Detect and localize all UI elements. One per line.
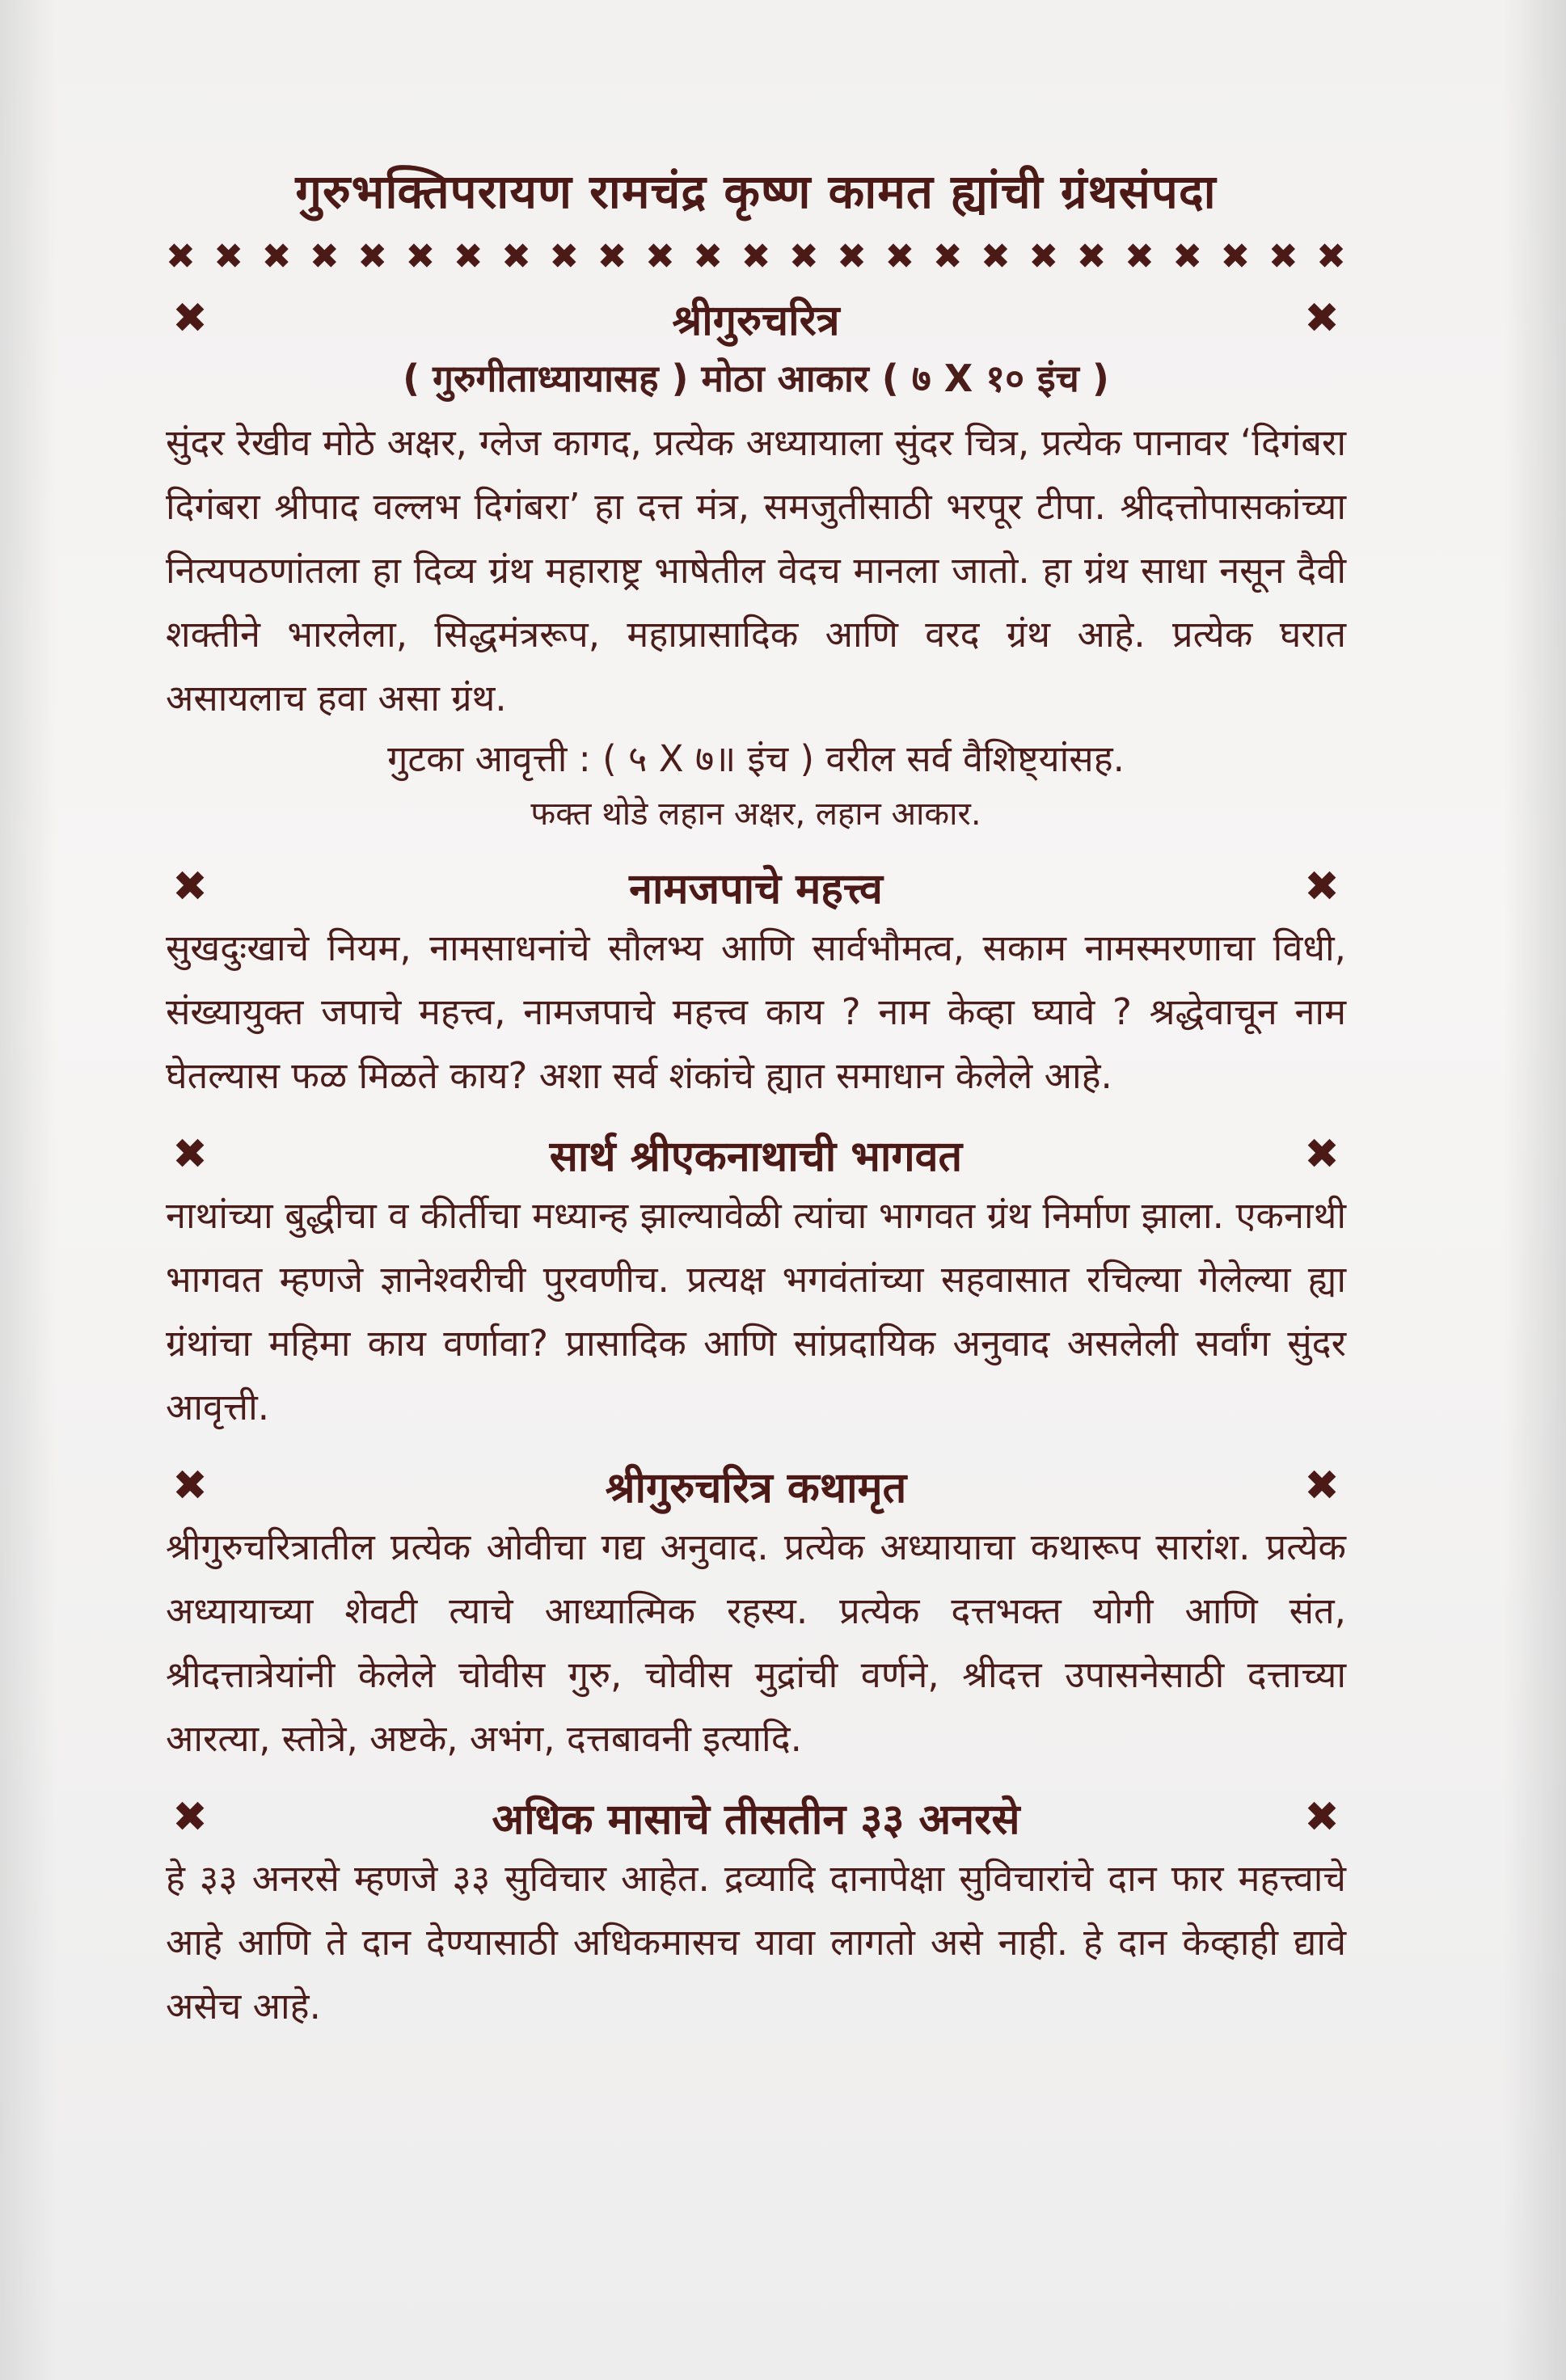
book-entry-anarse (166, 1788, 1346, 2038)
ornament-icon: ✖ (453, 236, 483, 277)
ornament-icon: ✖ (693, 236, 724, 277)
ornament-icon: ✖ (1304, 294, 1340, 343)
book-entry-eknathi-bhagwat (166, 1125, 1346, 1439)
section-header (166, 289, 1346, 348)
ornament-icon: ✖ (357, 236, 388, 277)
section-title: श्रीगुरुचरित्र कथामृत (605, 1463, 907, 1513)
ornament-icon: ✖ (172, 863, 208, 911)
ornament-icon: ✖ (932, 236, 963, 277)
section-description: नाथांच्या बुद्धीचा व कीर्तीचा मध्यान्ह झाल्यावेळी त्यांचा भागवत ग्रंथ निर्माण झाला. एकनाथी भागवत म्हणजे ज्ञानेश्वरीची पुरवणीच. प्रत्यक्ष भगवंतांच्या सहवासात रचिल्या गेलेल्या ह्या ग्रंथांचा महिमा काय वर्णावा? प्रासादिक आणि सांप्रदायिक अनुवाद असलेली सर्वांग सुंदर आवृत्ती. (166, 1194, 1346, 1428)
ornament-icon: ✖ (597, 236, 627, 277)
ornament-icon: ✖ (644, 236, 675, 277)
book-entry-namjap (166, 858, 1346, 1108)
ornament-icon: ✖ (1304, 1793, 1340, 1842)
ornament-icon: ✖ (741, 236, 771, 277)
section-description: सुखदुःखाचे नियम, नामसाधनांचे सौलभ्य आणि सार्वभौमत्व, सकाम नामस्मरणाचा विधी, संख्यायुक्त जपाचे महत्त्व, नामजपाचे महत्त्व काय ? नाम केव्हा घ्यावे ? श्रद्धेवाचून नाम घेतल्यास फळ मिळते काय? अशा सर्व शंकांचे ह्यात समाधान केलेले आहे. (166, 926, 1346, 1097)
ornament-icon: ✖ (1304, 1130, 1340, 1179)
section-header (166, 858, 1346, 916)
ornament-icon: ✖ (1304, 1462, 1340, 1510)
section-title: अधिक मासाचे तीसतीन ३३ अनरसे (492, 1795, 1020, 1844)
section-description: हे ३३ अनरसे म्हणजे ३३ सुविचार आहेत. द्रव्यादि दानापेक्षा सुविचारांचे दान फार महत्त्वाचे आहे आणि ते दान देण्यासाठी अधिकमासच यावा लागतो असे नाही. हे दान केव्हाही द्यावे असेच आहे. (166, 1857, 1346, 2028)
section-header (166, 1457, 1346, 1515)
ornament-icon: ✖ (837, 236, 867, 277)
ornament-icon: ✖ (1124, 236, 1154, 277)
ornament-icon: ✖ (1028, 236, 1059, 277)
ornament-icon: ✖ (213, 236, 244, 277)
ornament-icon: ✖ (1268, 236, 1298, 277)
ornament-divider (166, 236, 1346, 277)
section-title: सार्थ श्रीएकनाथाची भागवत (549, 1132, 963, 1181)
section-header (166, 1125, 1346, 1184)
ornament-icon: ✖ (405, 236, 436, 277)
ornament-icon: ✖ (1076, 236, 1107, 277)
section-title: नामजपाचे महत्त्व (629, 864, 883, 914)
ornament-icon: ✖ (1316, 236, 1346, 277)
ornament-icon: ✖ (501, 236, 531, 277)
ornament-icon: ✖ (261, 236, 292, 277)
ornament-icon: ✖ (1304, 863, 1340, 911)
ornament-icon: ✖ (981, 236, 1011, 277)
section-description: सुंदर रेखीव मोठे अक्षर, ग्लेज कागद, प्रत्येक अध्यायाला सुंदर चित्र, प्रत्येक पानावर ‘दिगंबरा दिगंबरा श्रीपाद वल्लभ दिगंबरा’ हा दत्त मंत्र, समजुतीसाठी भरपूर टीपा. श्रीदत्तोपासकांच्या नित्यपठणांतला हा दिव्य ग्रंथ महाराष्ट्र भाषेतील वेदच मानला जातो. हा ग्रंथ साधा नसून दैवी शक्तीने भारलेला, सिद्धमंत्ररूप, महाप्रासादिक आणि वरद ग्रंथ आहे. प्रत्येक घरात असायलाच हवा असा ग्रंथ. (166, 421, 1346, 719)
section-title: श्रीगुरुचरित्र (672, 296, 840, 345)
ornament-icon: ✖ (549, 236, 580, 277)
ornament-icon: ✖ (172, 1462, 208, 1510)
ornament-icon: ✖ (1172, 236, 1203, 277)
ornament-icon: ✖ (309, 236, 340, 277)
ornament-icon: ✖ (172, 1130, 208, 1179)
edition-note: गुटका आवृत्ती : ( ५ X ७॥ इंच ) वरील सर्व वैशिष्ट्यांसह. (387, 737, 1125, 780)
ornament-icon: ✖ (166, 236, 196, 277)
ornament-icon: ✖ (788, 236, 819, 277)
ornament-icon: ✖ (172, 1793, 208, 1842)
ornament-icon: ✖ (884, 236, 915, 277)
book-entry-kathamrut (166, 1457, 1346, 1770)
section-header (166, 1788, 1346, 1846)
edition-note-detail: फक्त थोडे लहान अक्षर, लहान आकार. (530, 795, 981, 833)
content-area (166, 158, 1346, 2038)
book-entry-gurucharitra (166, 289, 1346, 840)
ornament-icon: ✖ (1220, 236, 1251, 277)
ornament-icon: ✖ (172, 294, 208, 343)
section-description: श्रीगुरुचरित्रातील प्रत्येक ओवीचा गद्य अनुवाद. प्रत्येक अध्यायाचा कथारूप सारांश. प्रत्येक अध्यायाच्या शेवटी त्याचे आध्यात्मिक रहस्य. प्रत्येक दत्तभक्त योगी आणि संत, श्रीदत्तात्रेयांनी केलेले चोवीस गुरु, चोवीस मुद्रांची वर्णने, श्रीदत्त उपासनेसाठी दत्ताच्या आरत्या, स्तोत्रे, अष्टके, अभंग, दत्तबावनी इत्यादि. (166, 1525, 1346, 1760)
page-title: गुरुभक्तिपरायण रामचंद्र कृष्ण कामत ह्यांची ग्रंथसंपदा (295, 164, 1217, 219)
section-subtitle: ( गुरुगीताध्यायासह ) मोठा आकार ( ७ X १० इंच ) (403, 357, 1109, 400)
